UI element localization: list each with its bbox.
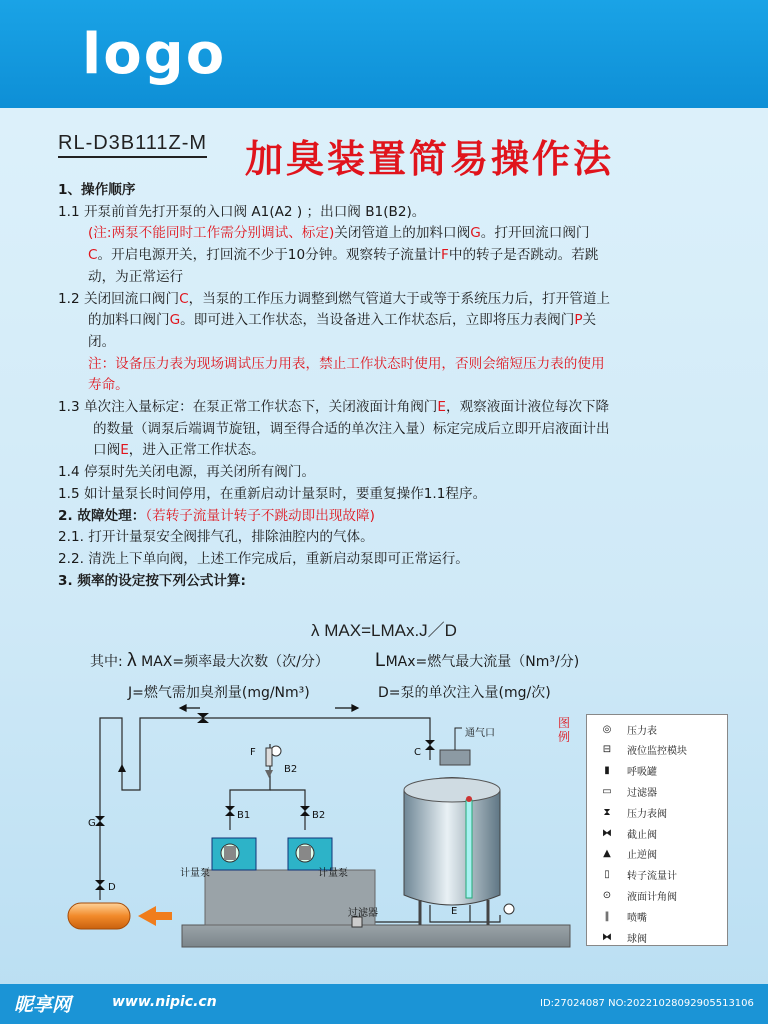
level-monitor-icon: ⊟ xyxy=(602,744,612,756)
legend-label: 喷嘴 xyxy=(627,912,647,924)
text: 。打开回流口阀门 xyxy=(480,225,590,242)
legend-item xyxy=(587,719,727,739)
legend-title: 图例 xyxy=(558,716,571,744)
step-1-2-line2 xyxy=(58,310,723,332)
text: MAx=燃气最大流量（Nm³/分) xyxy=(385,654,580,670)
pressure-gauge-e xyxy=(504,904,514,914)
pressure-gauge-icon: ◎ xyxy=(602,723,612,735)
logo: logo xyxy=(82,22,227,87)
text: 关 xyxy=(582,312,597,329)
filter-icon: ▭ xyxy=(602,785,612,797)
legend-item xyxy=(587,823,727,843)
text: 1.3 单次注入量标定：在泵正常工作状态下，关闭液面计角阀门 xyxy=(58,399,438,416)
text: 口阀 xyxy=(93,442,121,459)
legend-label: 液位监控模块 xyxy=(627,746,687,758)
step-1-3-line2: 的数量（调泵后端调节旋钮，调至得合适的单次注入量）标定完成后立即开启液面计出 xyxy=(93,420,610,437)
legend-label: 呼吸罐 xyxy=(627,767,657,779)
text: 。开启电源开关，打回流不少于10分钟。观察转子流量计 xyxy=(97,247,442,264)
check-valve-icon: ▲ xyxy=(603,848,611,860)
metering-pump-1 xyxy=(212,838,256,870)
step-1-5: 1.5 如计量泵长时间停用，在重新启动计量泵时，要重复操作1.1程序。 xyxy=(58,485,487,502)
text: MAX=频率最大次数（次/分） xyxy=(136,654,329,670)
equipment-base xyxy=(182,925,570,947)
step-1-1-line4: 动，为正常运行 xyxy=(88,268,184,285)
step-1-2 xyxy=(58,289,723,311)
legend-item xyxy=(587,906,727,926)
valve-letter: P xyxy=(574,312,583,329)
text: 2. 故障处理： xyxy=(58,507,146,524)
valve-letter: C xyxy=(88,247,98,264)
warning-note: 注：设备压力表为现场调试压力用表，禁止工作状态时使用，否则会缩短压力表的使用 xyxy=(88,355,605,372)
rotameter-icon: ▯ xyxy=(604,869,610,881)
step-1-3-line3 xyxy=(58,440,723,462)
step-1-1-line2 xyxy=(58,223,723,245)
text: 关闭管道上的加料口阀 xyxy=(334,225,471,242)
page-title: 加臭装置简易操作法 xyxy=(245,137,615,181)
symbol: L xyxy=(375,650,386,671)
text: （若转子流量计转子不跳动即出现故障) xyxy=(145,507,375,524)
legend-label: 截止阀 xyxy=(627,829,657,841)
step-2-1: 2.1. 打开计量泵安全阀排气孔，排除油腔内的气体。 xyxy=(58,529,374,546)
valve-letter: G xyxy=(470,225,481,242)
label-pump-1: 计量泵 xyxy=(180,868,210,879)
label-f: F xyxy=(250,747,256,758)
valves xyxy=(95,713,435,890)
step-1-1-line3 xyxy=(58,245,723,267)
step-2-2: 2.2. 清洗上下单向阀，上述工作完成后，重新启动泵即可正常运行。 xyxy=(58,550,469,567)
watermark-site: www.nipic.cn xyxy=(112,994,217,1010)
step-1-2-line3: 闭。 xyxy=(88,333,116,350)
valve-letter: E xyxy=(120,442,129,459)
legend-item xyxy=(587,802,727,822)
legend-item xyxy=(587,844,727,864)
valve-letter: F xyxy=(441,247,449,264)
text: ，当泵的工作压力调整到燃气管道大于或等于系统压力后，打开管道上 xyxy=(188,290,611,307)
label-pump-2: 计量泵 xyxy=(318,868,348,879)
text: 的加料口阀门 xyxy=(88,312,170,329)
legend-label: 球阀 xyxy=(627,933,647,945)
breather-tank-icon: ▮ xyxy=(604,765,610,777)
symbol: λ xyxy=(127,650,137,671)
step-1-4: 1.4 停泵时先关闭电源，再关闭所有阀门。 xyxy=(58,464,316,481)
label-b2: B2 xyxy=(312,810,326,821)
model-number: RL-D3B111Z-M xyxy=(58,132,207,158)
stop-valve-icon: ⧓ xyxy=(602,827,612,839)
text: 中的转子是否跳动。若跳 xyxy=(448,247,599,264)
step-1-1: 1.1 开泵前首先打开泵的入口阀 A1(A2 ) ；出口阀 B1(B2)。 xyxy=(58,203,426,220)
legend-label: 压力表阀 xyxy=(627,808,667,820)
text: 。即可进入工作状态，当设备进入工作状态后，立即将压力表阀门 xyxy=(180,312,575,329)
text: ，进入正常工作状态。 xyxy=(128,442,265,459)
angle-valve-icon: ⊙ xyxy=(602,889,612,901)
formula-def-1 xyxy=(90,650,329,672)
legend-label: 过滤器 xyxy=(627,787,657,799)
legend-label: 压力表 xyxy=(627,725,657,737)
text: 1.2 关闭回流口阀门 xyxy=(58,290,180,307)
label-b2-top: B2 xyxy=(284,764,298,775)
legend-label: 转子流量计 xyxy=(627,871,677,883)
instructions xyxy=(58,180,723,592)
legend-item xyxy=(587,865,727,885)
valve-letter: E xyxy=(437,399,446,416)
formula-def-2 xyxy=(375,650,579,672)
label-filter: 过滤器 xyxy=(348,908,378,919)
ball-valve-icon: ⧓ xyxy=(602,931,612,943)
legend-item xyxy=(587,885,727,905)
gauge-valve-icon: ⧗ xyxy=(603,806,611,818)
label-g: G xyxy=(88,818,96,829)
note-red: (注:两泵不能同时工作需分别调试、标定) xyxy=(88,225,335,242)
legend-item xyxy=(587,781,727,801)
gas-cylinder xyxy=(68,903,172,929)
section-1-title: 1、操作顺序 xyxy=(58,182,136,198)
watermark-id: ID:27024087 NO:20221028092905513106 xyxy=(540,998,754,1009)
watermark-brand: 昵享网 xyxy=(14,994,72,1016)
legend-label: 止逆阀 xyxy=(627,850,657,862)
label-b1: B1 xyxy=(237,810,251,821)
legend-item xyxy=(587,761,727,781)
legend-label: 液面计角阀 xyxy=(627,891,677,903)
valve-letter: C xyxy=(179,290,189,307)
flow-arrows xyxy=(180,705,358,711)
legend-item xyxy=(587,740,727,760)
text: ，观察液面计液位每次下降 xyxy=(445,399,610,416)
text: 其中: xyxy=(90,654,128,670)
step-1-3 xyxy=(58,397,723,419)
formula-def-3: J=燃气需加臭剂量(mg/Nm³) xyxy=(128,685,310,701)
nozzle-icon: ‖ xyxy=(604,910,610,922)
label-c: C xyxy=(414,747,421,758)
rotameter xyxy=(265,746,281,778)
valve-letter: G xyxy=(169,312,181,329)
label-d: D xyxy=(108,882,116,893)
label-vent: 通气口 xyxy=(465,728,495,739)
formula-main: λ MAX=LMAx.J／D xyxy=(311,621,457,640)
warning-note-line2: 寿命。 xyxy=(88,377,129,394)
legend xyxy=(586,714,728,946)
formula-def-4: D=泵的单次注入量(mg/次) xyxy=(378,685,551,701)
header-banner xyxy=(0,0,768,108)
section-2-title xyxy=(58,506,723,528)
section-3-title: 3. 频率的设定按下列公式计算: xyxy=(58,572,246,589)
legend-item xyxy=(587,927,727,947)
label-e: E xyxy=(451,906,458,917)
